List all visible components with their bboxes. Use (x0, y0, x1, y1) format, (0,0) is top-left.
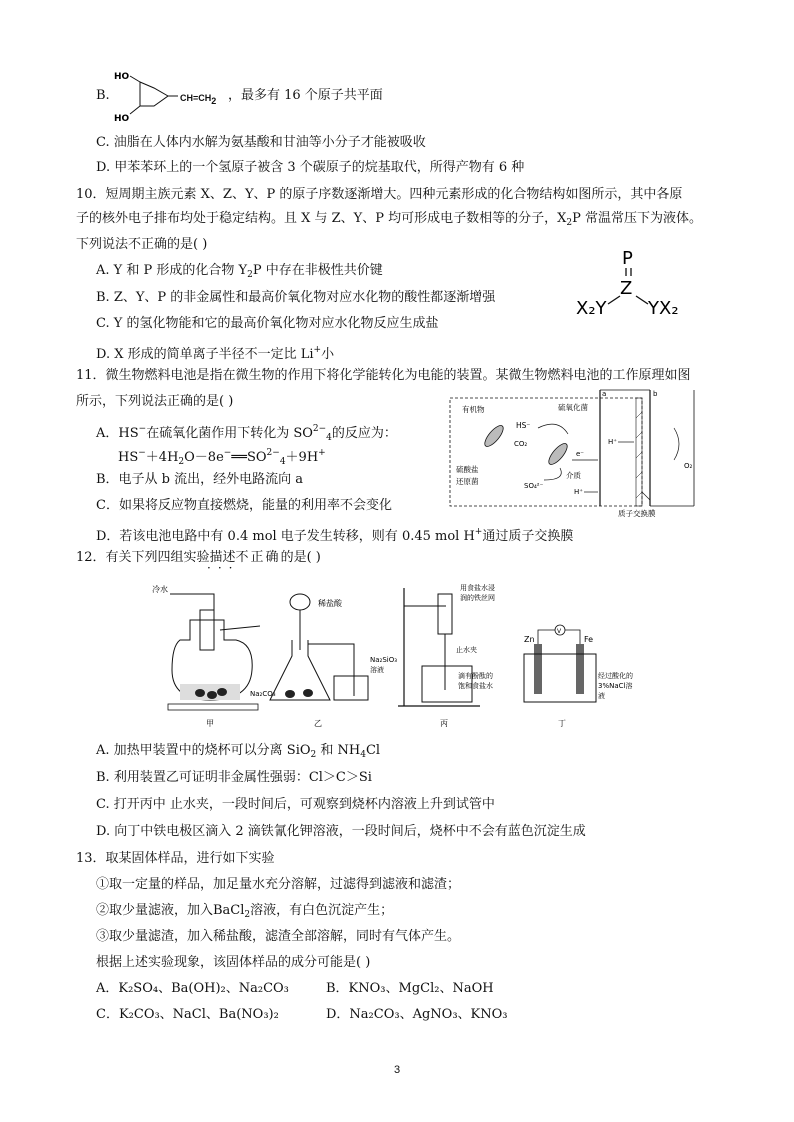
q11-option-c: C．如果将反应物直接燃烧，能量的利用率不会变化 (96, 498, 392, 513)
q9-option-b-text: ，最多有 16 个原子共平面 (228, 88, 383, 103)
q10-line3: 下列说法不正确的是( ) (76, 237, 208, 252)
q10-line2: 子的核外电子排布均处于稳定结构。且 X 与 Z、Y、P 均可形成电子数相等的分子，$X_2P$ 常温常压下为液体。 (76, 211, 703, 228)
q12-na2sio3-1: Na₂SiO₃ (370, 656, 398, 664)
q10-atom-z: Z (620, 278, 633, 299)
q11-line2: 所示，下列说法正确的是( ) (76, 394, 234, 409)
q12-label-jia: 甲 (206, 719, 214, 728)
q10-atom-p: P (622, 248, 633, 269)
q12-iron-1: 用食盐水浸 (460, 584, 495, 592)
q12-apparatus-figure (150, 580, 690, 730)
q10-option-b: B. Z、Y、P 的非金属性和最高价氧化物对应水化物的酸性都逐渐增强 (96, 290, 496, 305)
q12-phenol-1: 滴有酚酞的 (458, 672, 493, 680)
q11-oxygen: O₂ (684, 462, 693, 470)
q13-step2: ②取少量滤液，加入BaCl$_2$溶液，有白色沉淀产生； (96, 903, 394, 920)
q12-fe: Fe (584, 635, 594, 644)
q12-label-bing: 丙 (440, 719, 448, 728)
q12-dilute-hcl: 稀盐酸 (318, 599, 342, 608)
q12-option-a: A. 加热甲装置中的烧杯可以分离 SiO$_2$ 和 $NH_4Cl$ (96, 743, 381, 760)
q10-structure-figure (574, 244, 704, 322)
q13-step1: ①取一定量的样品，加足量水充分溶解，过滤得到滤液和滤渣； (96, 877, 461, 892)
q10-line1: 10．短周期主族元素 X、Z、Y、P 的原子序数逐渐增大。四种元素形成的化合物结构如图所示，其中各原 (76, 187, 683, 202)
q12-option-b: B. 利用装置乙可证明非金属性强弱：Cl＞C＞Si (96, 770, 372, 785)
q12-na2sio3-2: 溶液 (370, 666, 384, 674)
q12-nacl-2: 3%NaCl溶 (598, 682, 633, 690)
q13-option-d: D．Na₂CO₃、AgNO₃、KNO₃ (326, 1007, 508, 1022)
q11-line1: 11．微生物燃料电池是指在微生物的作用下将化学能转化为电能的装置。某微生物燃料电池的工作原理如图 (76, 368, 691, 383)
q13-option-b: B．KNO₃、MgCl₂、NaOH (326, 981, 494, 996)
q11-electrode-b: b (653, 390, 658, 398)
q13-prompt: 根据上述实验现象，该固体样品的成分可能是( ) (96, 955, 371, 970)
q11-srb-1: 硫酸盐 (456, 465, 479, 474)
q10-group-right: YX₂ (648, 298, 679, 319)
q11-option-a: A．HS−在硫氧化菌作用下转化为 $SO^{2-}_4$的反应为： (96, 424, 397, 443)
q9-option-c: C. 油脂在人体内水解为氨基酸和甘油等小分子才能被吸收 (96, 135, 426, 150)
q13-option-c: C．K₂CO₃、NaCl、Ba(NO₃)₂ (96, 1007, 279, 1022)
q11-co2: CO₂ (514, 440, 528, 448)
q11-medium: 介质 (566, 471, 581, 480)
q11-proton-2: H⁺ (574, 488, 583, 496)
q9-vinyl: CH=CH2 (180, 93, 217, 106)
q12-voltmeter: V (557, 628, 562, 635)
q9-option-b-label: B. (96, 88, 110, 103)
q12-option-c: C. 打开丙中 止水夹，一段时间后，可观察到烧杯内溶液上升到试管中 (96, 797, 495, 812)
q12-emphasis-dots: ··· (207, 561, 240, 575)
q12-zn: Zn (524, 635, 535, 644)
q10-option-d: D. X 形成的简单离子半径不一定比 Li+小 (96, 345, 335, 362)
q13-line1: 13．取某固体样品，进行如下实验 (76, 851, 275, 866)
q11-so4: SO₄²⁻ (524, 482, 544, 490)
q12-cold-water: 冷水 (152, 585, 168, 594)
q11-electrode-a: a (602, 390, 607, 398)
q11-equation: $HS^-+4H_2O-8e^-══SO^{2-}_4+9H^+$ (118, 448, 326, 467)
q11-srb-2: 还原菌 (456, 477, 479, 486)
q9-ho-top: HO (114, 72, 130, 82)
q11-electron: e⁻ (576, 450, 585, 458)
q12-clamp: 止水夹 (456, 646, 477, 654)
q10-group-left: X₂Y (576, 298, 607, 319)
page-number: 3 (394, 1064, 401, 1076)
q10-option-a: A. Y 和 P 形成的化合物 $Y_2P$ 中存在非极性共价键 (96, 263, 383, 280)
q11-proton-1: H⁺ (608, 438, 617, 446)
q11-sob: 硫氧化菌 (558, 403, 588, 412)
q12-line1: 12．有关下列四组实验描述不正确的是( ) (76, 550, 321, 565)
q12-label-yi: 乙 (314, 719, 322, 728)
q11-fuel-cell-figure (448, 388, 728, 518)
q12-iron-2: 润的铁丝网 (460, 594, 495, 602)
q12-nacl-1: 经过酸化的 (598, 672, 633, 680)
q11-organic: 有机物 (462, 405, 485, 414)
q11-hs: HS⁻ (516, 421, 531, 430)
q12-phenol-2: 饱和食盐水 (458, 682, 493, 690)
q11-option-d: D．若该电池电路中有 0.4 mol 电子发生转移，则有 0.45 mol H+通过质子交换膜 (96, 527, 574, 544)
q10-option-c: C. Y 的氢化物能和它的最高价氧化物对应水化物反应生成盐 (96, 316, 439, 331)
q12-nacl-3: 液 (598, 692, 605, 700)
q13-option-a: A．K₂SO₄、Ba(OH)₂、Na₂CO₃ (96, 981, 289, 996)
q12-na2co3: Na₂CO₃ (250, 690, 276, 698)
q11-membrane: 质子交换膜 (618, 509, 656, 518)
q9-option-d: D. 甲苯苯环上的一个氢原子被含 3 个碳原子的烷基取代，所得产物有 6 种 (96, 160, 525, 175)
q11-option-b: B．电子从 b 流出，经外电路流向 a (96, 472, 304, 487)
q9-ho-bottom: HO (114, 114, 130, 124)
q12-option-d: D. 向丁中铁电极区滴入 2 滴铁氰化钾溶液，一段时间后，烧杯中不会有蓝色沉淀生成 (96, 824, 586, 839)
q13-step3: ③取少量滤渣，加入稀盐酸，滤渣全部溶解，同时有气体产生。 (96, 929, 461, 944)
q12-label-ding: 丁 (558, 719, 566, 728)
